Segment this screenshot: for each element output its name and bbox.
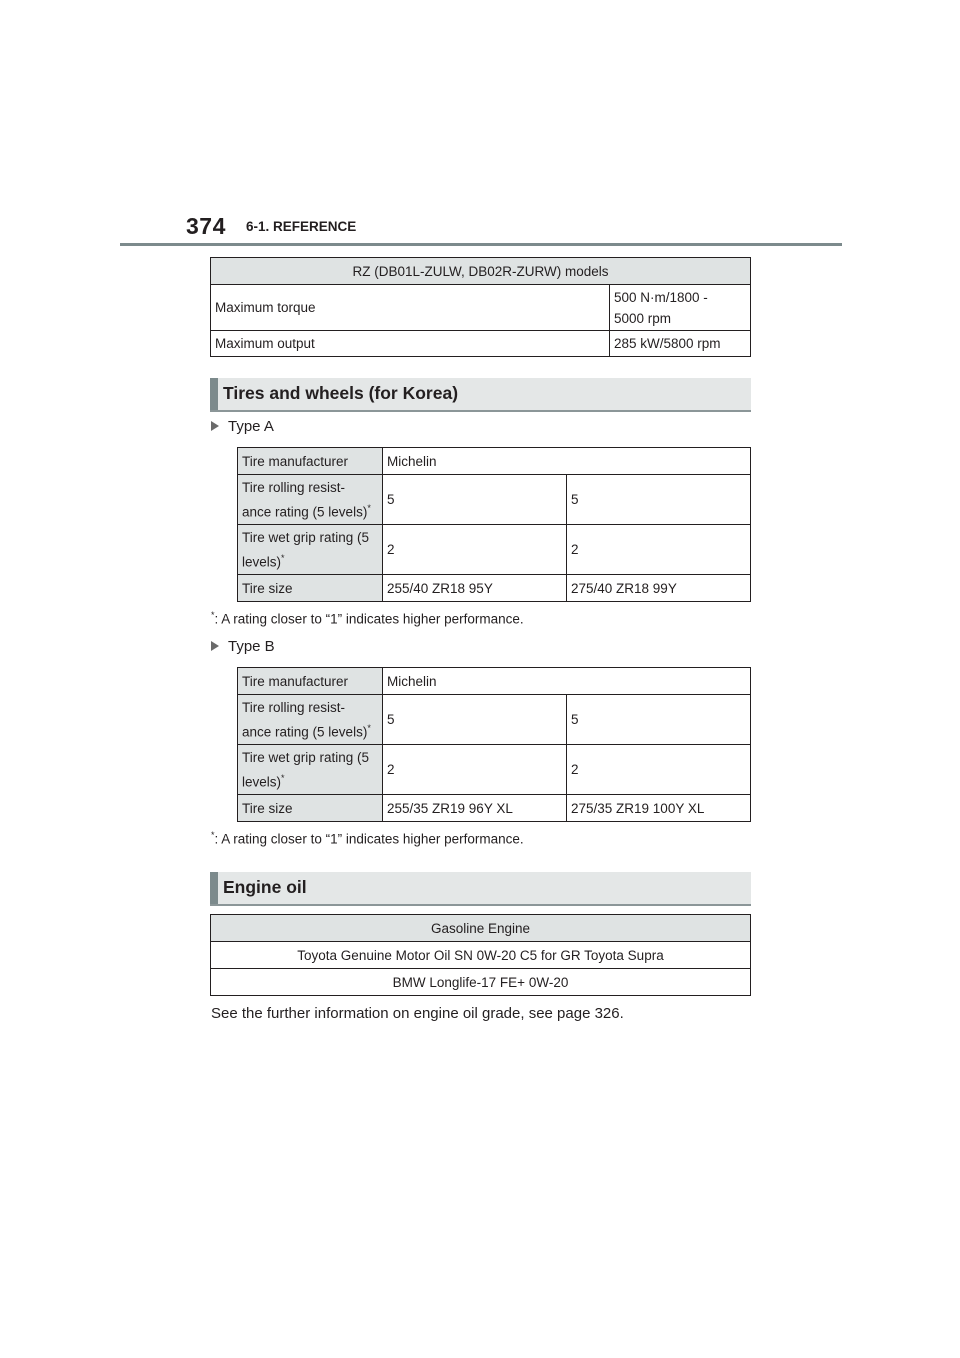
table-label-cell: Tire size	[238, 795, 383, 822]
table-value-cell: 255/35 ZR19 96Y XL	[383, 795, 567, 822]
footnote-text: : A rating closer to “1” indicates higher performance.	[214, 831, 524, 847]
table-value-cell: 275/40 ZR18 99Y	[567, 575, 751, 602]
type-a-tire-table	[237, 447, 751, 602]
footnote-mark: *	[281, 772, 285, 783]
table-row	[211, 915, 751, 942]
table-label-cell: Tire size	[238, 575, 383, 602]
table-label-cell	[238, 695, 383, 745]
table-row	[211, 969, 751, 996]
footnote-mark: *	[211, 830, 215, 840]
label-line: Tire wet grip rating (5	[242, 529, 370, 545]
heading-accent	[210, 378, 218, 410]
label-line: Tire rolling resist-	[242, 699, 346, 715]
footnote-mark: *	[367, 502, 371, 513]
tires-heading	[210, 378, 751, 412]
tires-heading-text: Tires and wheels (for Korea)	[223, 383, 459, 403]
footnote-mark: *	[367, 722, 371, 733]
table-label-cell: Tire manufacturer	[238, 448, 383, 475]
label-line: levels)	[242, 774, 282, 790]
table-header-cell: RZ (DB01L-ZULW, DB02R-ZURW) models	[211, 258, 751, 285]
table-row	[238, 525, 751, 575]
table-value-cell: Michelin	[383, 668, 751, 695]
type-a-label	[211, 418, 274, 435]
engine-oil-table	[210, 914, 751, 996]
table-row	[211, 285, 751, 331]
type-b-footnote	[211, 830, 524, 847]
table-row	[238, 745, 751, 795]
table-value-cell: Toyota Genuine Motor Oil SN 0W-20 C5 for GR Toyota Supra	[211, 942, 751, 969]
label-line: ance rating (5 levels)	[242, 504, 368, 520]
engine-oil-heading-text: Engine oil	[223, 877, 307, 897]
table-value-cell: BMW Longlife-17 FE+ 0W-20	[211, 969, 751, 996]
type-a-label-text: Type A	[228, 418, 274, 435]
triangle-bullet-icon	[211, 421, 219, 431]
footnote-mark: *	[281, 552, 285, 563]
table-value-cell: 275/35 ZR19 100Y XL	[567, 795, 751, 822]
triangle-bullet-icon	[211, 641, 219, 651]
type-b-label-text: Type B	[228, 638, 275, 655]
table-row	[238, 575, 751, 602]
table-row	[238, 795, 751, 822]
engine-oil-heading	[210, 872, 751, 906]
table-value-cell: 2	[383, 745, 567, 795]
table-row	[211, 258, 751, 285]
table-value-cell: Michelin	[383, 448, 751, 475]
table-row	[238, 475, 751, 525]
table-header-cell: Gasoline Engine	[211, 915, 751, 942]
page-number: 374	[186, 213, 226, 239]
table-label-cell: Tire manufacturer	[238, 668, 383, 695]
table-row	[211, 942, 751, 969]
header-divider	[120, 243, 842, 246]
label-line: Tire wet grip rating (5	[242, 749, 370, 765]
footnote-mark: *	[211, 610, 215, 620]
label-line: Tire rolling resist-	[242, 479, 346, 495]
rz-models-table	[210, 257, 751, 357]
heading-accent	[210, 872, 218, 904]
table-value-cell: 285 kW/5800 rpm	[610, 331, 751, 357]
torque-value-line2: 5000 rpm	[614, 310, 672, 326]
table-value-cell: 2	[383, 525, 567, 575]
label-line: levels)	[242, 554, 282, 570]
table-value-cell: 255/40 ZR18 95Y	[383, 575, 567, 602]
table-label-cell	[238, 745, 383, 795]
table-value-cell: 5	[383, 695, 567, 745]
type-b-tire-table	[237, 667, 751, 822]
label-line: ance rating (5 levels)	[242, 724, 368, 740]
table-row	[238, 695, 751, 745]
table-value-cell	[610, 285, 751, 331]
table-label-cell	[238, 525, 383, 575]
table-label-cell: Maximum torque	[211, 285, 610, 331]
footnote-text: : A rating closer to “1” indicates higher performance.	[214, 611, 524, 627]
table-value-cell: 5	[567, 695, 751, 745]
table-value-cell: 2	[567, 525, 751, 575]
table-value-cell: 5	[383, 475, 567, 525]
type-a-footnote	[211, 610, 524, 627]
table-value-cell: 5	[567, 475, 751, 525]
table-value-cell: 2	[567, 745, 751, 795]
engine-oil-note: See the further information on engine oil grade, see page 326.	[211, 1005, 624, 1022]
table-row	[238, 668, 751, 695]
table-label-cell: Maximum output	[211, 331, 610, 357]
table-row	[211, 331, 751, 357]
section-title: 6-1. REFERENCE	[246, 219, 357, 234]
type-b-label	[211, 638, 275, 655]
table-row	[238, 448, 751, 475]
torque-value-line1: 500 N·m/1800 -	[614, 289, 708, 305]
table-label-cell	[238, 475, 383, 525]
